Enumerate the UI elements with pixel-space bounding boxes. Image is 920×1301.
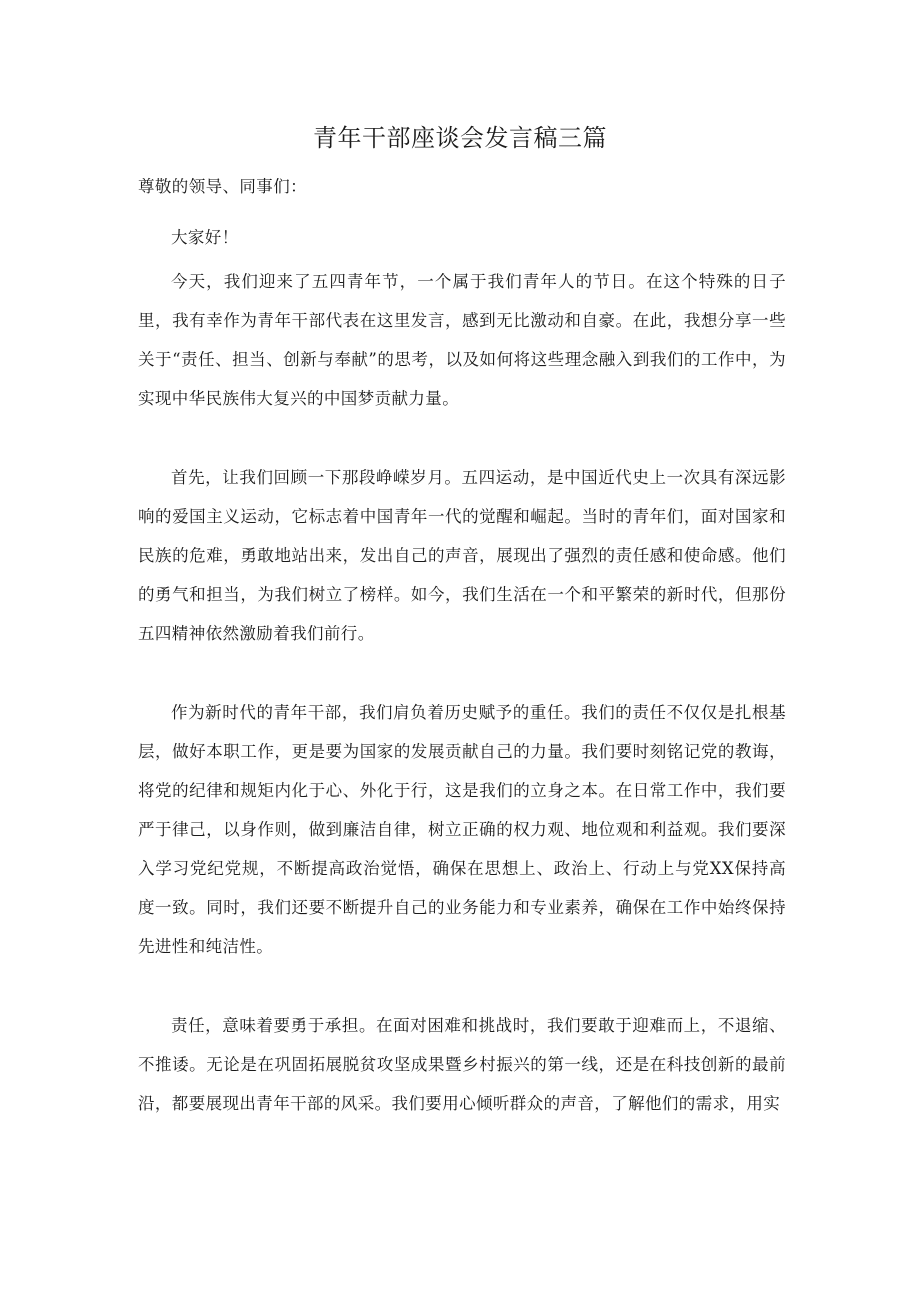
paragraph-2: 首先，让我们回顾一下那段峥嵘岁月。五四运动，是中国近代史上一次具有深远影响的爱国主义运动，它标志着中国青年一代的觉醒和崛起。当时的青年们，面对国家和民族的危难，勇敢地站出来，发出自己的声音，展现出了强烈的责任感和使命感。他们的勇气和担当，为我们树立了榜样。如今，我们生活在一个和平繁荣的新时代，但那份五四精神依然激励着我们前行。 — [138, 468, 786, 643]
salutation: 尊敬的领导、同事们： — [138, 177, 307, 196]
paragraph-3: 作为新时代的青年干部，我们肩负着历史赋予的重任。我们的责任不仅仅是扎根基层，做好本职工作，更是要为国家的发展贡献自己的力量。我们要时刻铭记党的教诲，将党的纪律和规矩内化于心、外化于行，这是我们的立身之本。在日常工作中，我们要严于律己，以身作则，做到廉洁自律，树立正确的权力观、地位观和利益观。我们要深入学习党纪党规，不断提高政治觉悟，确保在思想上、政治上、行动上与党XX保持高度一致。同时，我们还要不断提升自己的业务能力和专业素养，确保在工作中始终保持先进性和纯洁性。 — [138, 703, 786, 956]
paragraph-1: 今天，我们迎来了五四青年节，一个属于我们青年人的节日。在这个特殊的日子里，我有幸作为青年干部代表在这里发言，感到无比激动和自豪。在此，我想分享一些关于“责任、担当、创新与奉献”的思考，以及如何将这些理念融入到我们的工作中，为实现中华民族伟大复兴的中国梦贡献力量。 — [138, 272, 786, 408]
paragraph-4: 责任，意味着要勇于承担。在面对困难和挑战时，我们要敢于迎难而上，不退缩、不推诿。无论是在巩固拓展脱贫攻坚成果暨乡村振兴的第一线，还是在科技创新的最前沿，都要展现出青年干部的风采。我们要用心倾听群众的声音，了解他们的需求，用实 — [138, 1016, 786, 1113]
document-title: 青年干部座谈会发言稿三篇 — [313, 124, 607, 152]
greeting: 大家好！ — [171, 228, 239, 247]
